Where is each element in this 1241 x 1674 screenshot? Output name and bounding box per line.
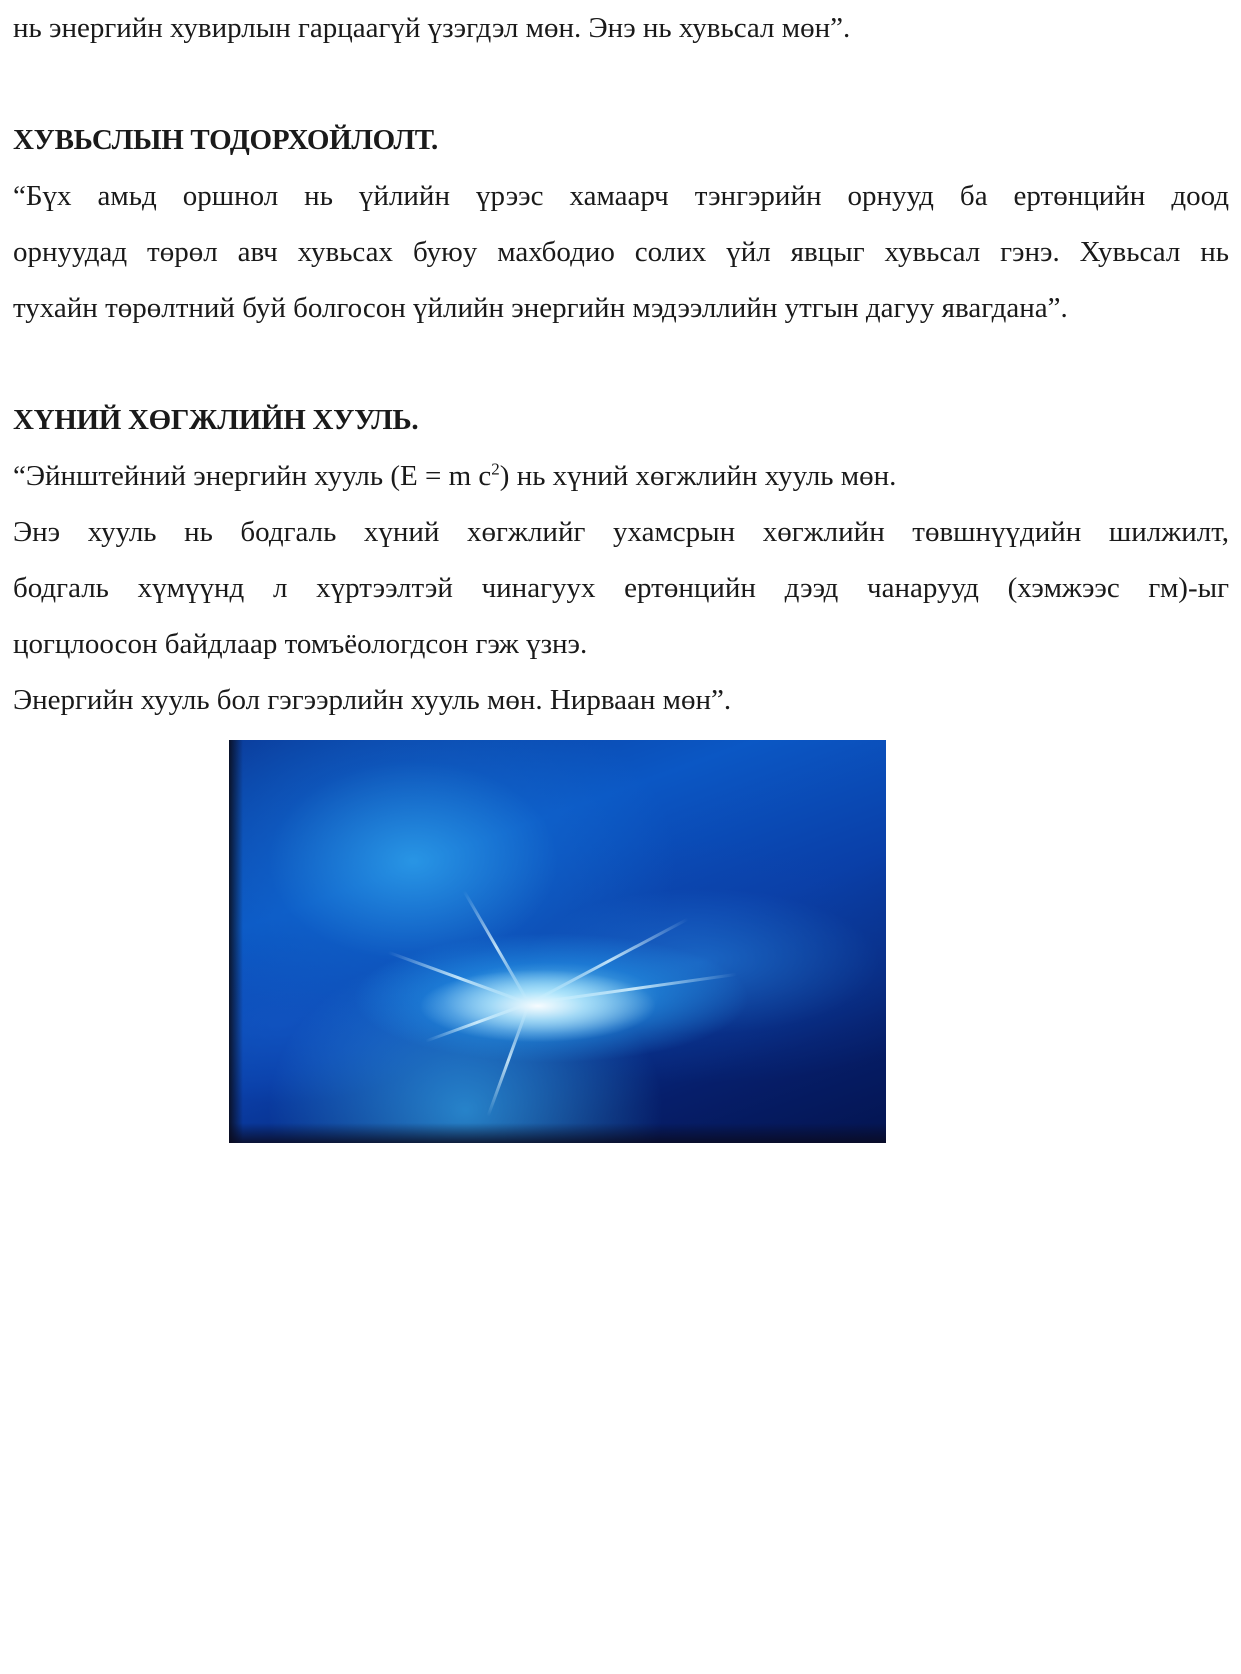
paragraph-line: орнуудад төрөл авч хувьсах буюу махбодио солих үйл явцыг хувьсал гэнэ. Хувьсал нь: [13, 236, 1229, 268]
light-streak: [529, 973, 737, 1005]
image-dark-edge: [229, 1123, 886, 1143]
formula-text-before: “Эйнштейний энергийн хууль (E = m c: [13, 460, 492, 492]
section-heading-human-development: ХҮНИЙ ХӨГЖЛИЙН ХУУЛЬ.: [13, 404, 419, 436]
energy-burst-image: [229, 740, 886, 1143]
paragraph-gap: [13, 56, 1229, 112]
formula-superscript: 2: [491, 459, 500, 479]
light-streak: [463, 890, 531, 1004]
formula-text-after: ) нь хүний хөгжлийн хууль мөн.: [499, 460, 897, 492]
light-streak: [425, 1002, 529, 1042]
paragraph-line: “Бүх амьд оршнол нь үйлийн үрээс хамаарч тэнгэрийн орнууд ба ертөнцийн доод: [13, 180, 1229, 212]
paragraph-gap: [13, 336, 1229, 392]
document-page: [13, 0, 1229, 728]
paragraph-line: цогцлоосон байдлаар томъёологдсон гэж үзнэ.: [13, 628, 588, 660]
paragraph-line: нь энергийн хувирлын гарцаагүй үзэгдэл мөн. Энэ нь хувьсал мөн”.: [13, 12, 851, 44]
formula-line: [13, 448, 1229, 504]
paragraph-line: бодгаль хүмүүнд л хүртээлтэй чинагуух ертөнцийн дээд чанарууд (хэмжээс гм)-ыг: [13, 572, 1229, 604]
paragraph-line: тухайн төрөлтний буй болгосон үйлийн энергийн мэдээллийн утгын дагуу явагдана”.: [13, 292, 1068, 324]
light-streak: [487, 1003, 531, 1117]
paragraph-line: Энэ хууль нь бодгаль хүний хөгжлийг ухамсрын хөгжлийн төвшнүүдийн шилжилт,: [13, 516, 1229, 548]
light-streak: [388, 951, 530, 1005]
section-heading-evolution: ХУВЬСЛЫН ТОДОРХОЙЛОЛТ.: [13, 124, 438, 156]
paragraph-line: Энергийн хууль бол гэгээрлийн хууль мөн. Нирваан мөн”.: [13, 684, 732, 716]
image-dark-edge: [229, 740, 243, 1143]
